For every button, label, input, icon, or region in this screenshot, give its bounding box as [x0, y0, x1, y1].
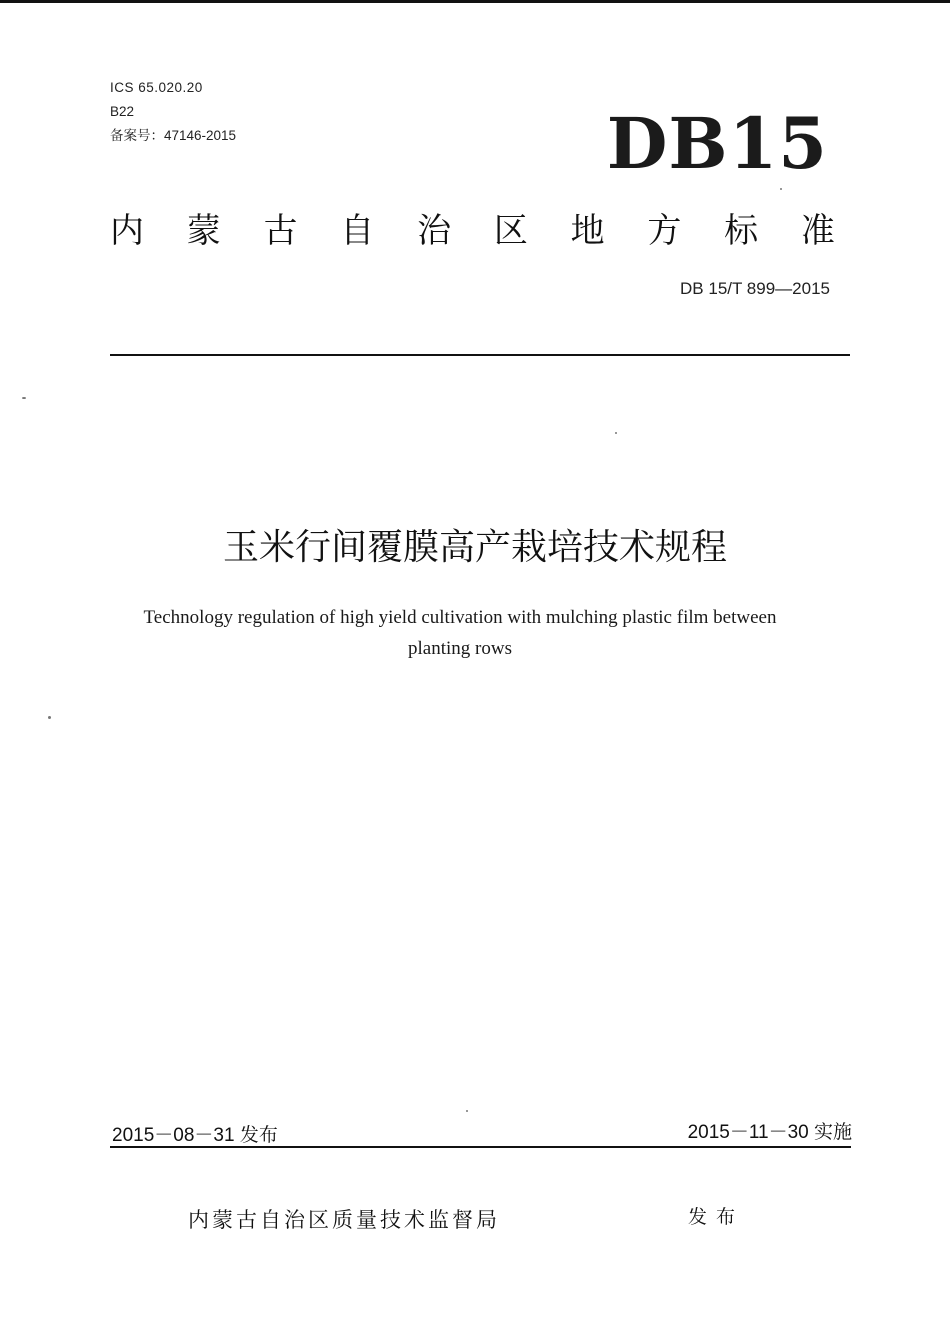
scan-speck	[466, 1110, 468, 1112]
scan-speck	[22, 397, 26, 399]
standard-type-char: 蒙	[186, 211, 221, 251]
standard-type-char: 地	[570, 211, 605, 251]
page-top-edge	[0, 0, 950, 3]
scan-speck	[48, 716, 51, 719]
issue-label: 发布	[688, 1206, 745, 1228]
title-english	[90, 602, 830, 664]
title-english-line-1: Technology regulation of high yield cultivation with mulching plastic film between	[143, 607, 777, 628]
title-english-line-2: planting rows	[408, 638, 512, 659]
standard-type-heading	[110, 208, 835, 254]
implement-date: 2015－11－30 实施	[687, 1122, 852, 1143]
standard-type-char: 准	[800, 211, 835, 251]
standard-type-char: 标	[724, 211, 759, 251]
standard-type-char: 方	[647, 211, 682, 251]
standard-type-char: 区	[493, 211, 528, 251]
ics-code: ICS 65.020.20	[110, 80, 203, 95]
standard-type-char: 治	[417, 211, 452, 251]
db15-logo: DB15	[606, 102, 828, 185]
publish-date: 2015－08－31 发布	[112, 1125, 278, 1146]
scan-speck	[780, 188, 782, 190]
standard-type-char: 自	[340, 211, 375, 251]
ccs-code: B22	[110, 104, 135, 119]
header-divider	[110, 354, 850, 356]
record-number: 备案号：47146-2015	[110, 128, 237, 143]
footer-divider	[110, 1146, 851, 1148]
issuing-authority: 内蒙古自治区质量技术监督局	[188, 1208, 500, 1232]
standard-number: DB 15/T 899—2015	[680, 279, 830, 298]
scan-speck	[615, 432, 617, 434]
standard-type-char: 古	[263, 211, 298, 251]
title-chinese: 玉米行间覆膜高产栽培技术规程	[222, 527, 727, 568]
standard-type-char: 内	[110, 211, 144, 251]
